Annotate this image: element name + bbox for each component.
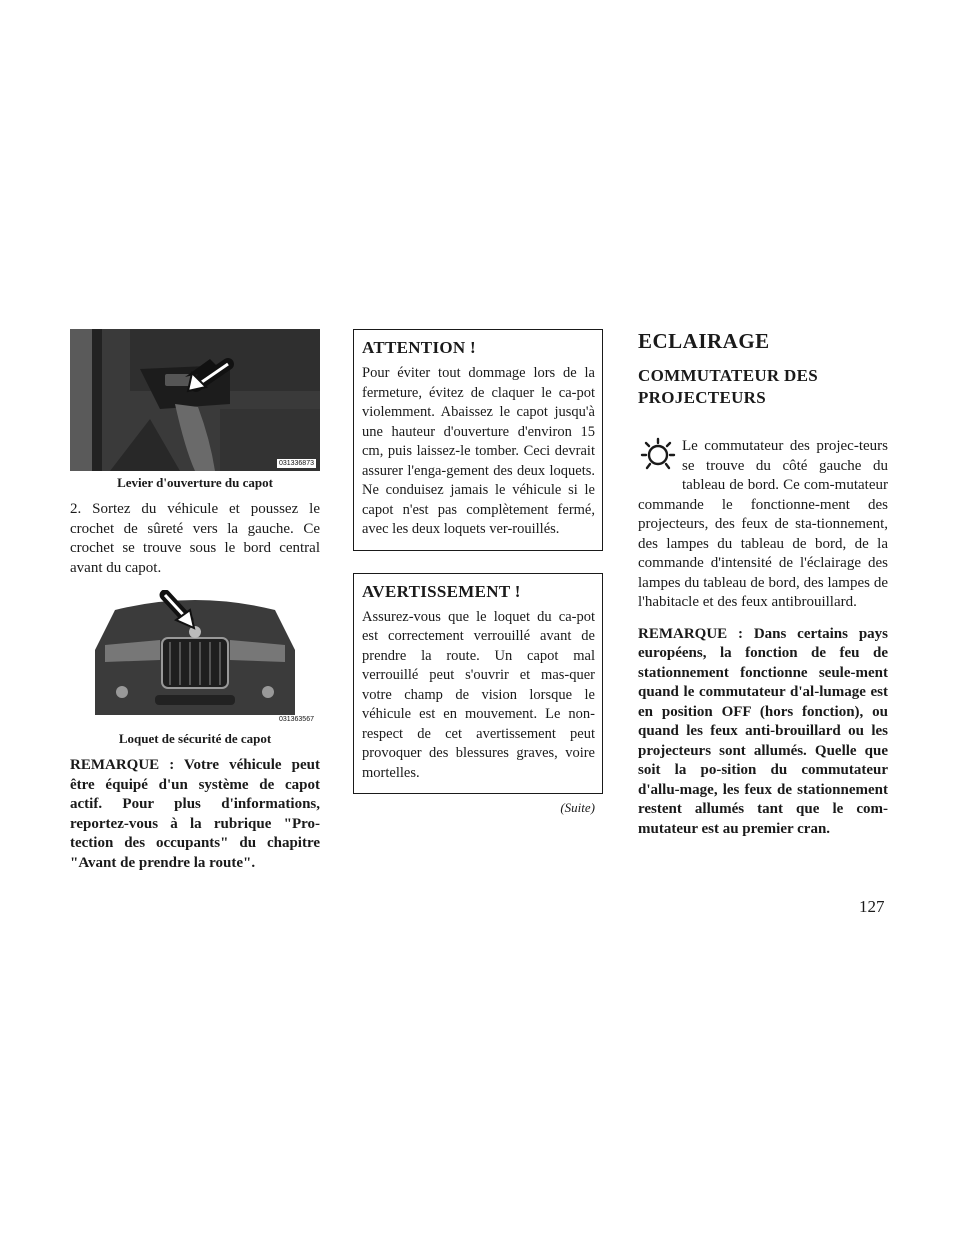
hood-safety-latch-photo <box>70 590 320 727</box>
hood-release-lever-illustration <box>70 329 320 471</box>
photo-code: 031363567 <box>278 716 314 723</box>
note-text: REMARQUE : Dans certains pays européens, la fonction de feu de stationnement fonctionne seule-ment quand le commutateur d'al-lumage est en position OFF (hors fonction), ou quand les feux anti-brouillard ou les projecteurs sont allumés. Quelle que soit la po-sition du commutateur d'allu-mage, les feux de stationnement restent allumés tant que le com-mutateur est au premier cran. <box>638 625 888 837</box>
photo-code: 031336873 <box>278 460 314 467</box>
headlight-sun-icon <box>638 437 678 477</box>
car-front-illustration <box>70 590 320 727</box>
attention-title: ATTENTION ! <box>362 338 476 357</box>
hood-latch-photo-wrap <box>70 590 320 727</box>
right-column <box>638 329 888 839</box>
section-heading: ECLAIRAGE <box>638 329 770 353</box>
warning-title: AVERTISSEMENT ! <box>362 581 521 601</box>
attention-box <box>353 329 603 551</box>
step-2-text: 2. Sortez du véhicule et poussez le crochet de sûreté vers la gauche. Ce crochet se trouve sous le bord central avant du capot. <box>70 501 320 576</box>
left-column <box>70 329 320 873</box>
photo-caption: Loquet de sécurité de capot <box>118 731 272 746</box>
page-number: 127 <box>859 897 885 916</box>
warning-text: Assurez-vous que le loquet du ca-pot est correctement verrouillé avant de prendre la route. Un capot mal verrouillé peut s'ouvrir et mas-quer votre champ de vision lorsque le véhicule est en mouvement. Le non-respect de cet avertissement peut provoquer des blessures graves, voire mortelles. <box>362 608 595 781</box>
middle-column <box>353 329 603 816</box>
attention-text: Pour éviter tout dommage lors de la fermeture, évitez de claquer le ca-pot violemment. Abaissez le capot jusqu'à une hauteur d'ouverture d'environ 15 cm, puis laissez-le tomber. Ceci devrait assurer l'enga-gement des deux loquets. Ne conduisez jamais le véhicule si le capot n'est pas complètement fermé, avec les deux loquets ver-rouillés. <box>362 365 595 537</box>
photo-caption: Levier d'ouverture du capot <box>117 475 273 490</box>
note-text: REMARQUE : Votre véhicule peut être équipé d'un système de capot actif. Pour plus d'informations, reportez-vous à la rubrique "Pro-tection des occupants" du chapitre "Avant de prendre la route". <box>70 757 320 871</box>
warning-box <box>353 573 603 795</box>
headlight-switch-text: Le commutateur des projec-teurs se trouve du côté gauche du tableau de bord. Ce com-mutateur commande le fonctionne-ment des projecteurs, des feux de sta-tionnement, des lampes du tableau de bord, de la commande d'intensité de l'éclairage des lampes du tableau de bord, des lampes de l'habitacle et des feux antibrouillard. <box>638 438 888 610</box>
continued-label: (Suite) <box>560 800 595 815</box>
hood-release-lever-photo <box>70 329 320 471</box>
subsection-heading: COMMUTATEUR DES PROJECTEURS <box>638 366 819 407</box>
